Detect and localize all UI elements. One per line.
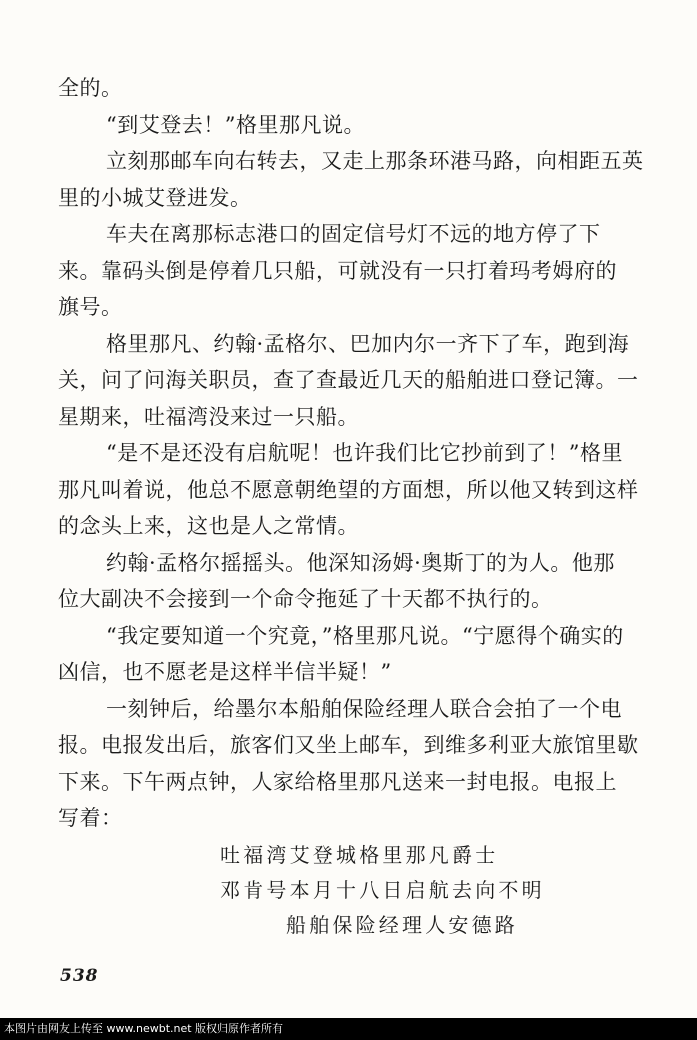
telegram-block [220,838,545,943]
text-line: 车夫在离那标志港口的固定信号灯不远的地方停了下 [106,222,601,246]
text-line: 关，问了问海关职员，查了查最近几天的船舶进口登记簿。一 [58,368,639,392]
text-line: 下来。下午两点钟，人家给格里那凡送来一封电报。电报上 [58,769,617,794]
footer-bar [0,1018,697,1040]
text-line: 凶信，也不愿老是这样半信半疑！” [58,660,392,684]
text-line: 旗号。 [58,295,123,319]
text-line: 星期来，吐福湾没来过一只船。 [58,404,359,429]
text-line: 那凡叫着说，他总不愿意朝绝望的方面想，所以他又转到这样 [58,477,639,502]
text-line: “到艾登去！”格里那凡说。 [106,112,365,137]
telegram-message: 邓肯号本月十八日启航去向不明 [220,878,545,902]
text-line: 来。靠码头倒是停着几只船，可就没有一只打着玛考姆府的 [58,258,617,283]
footer-text: 本图片由网友上传至 www.newbt.net 版权归原作者所有 [4,1022,284,1035]
telegram-address: 吐福湾艾登城格里那凡爵士 [220,843,499,867]
text-line: 的念头上来，这也是人之常情。 [58,514,359,538]
body-text [58,70,648,837]
telegram-signature: 船舶保险经理人安德路 [286,913,518,937]
page-number: 538 [60,966,99,986]
text-line: 位大副决不会接到一个命令拖延了十天都不执行的。 [58,587,553,611]
text-line: 报。电报发出后，旅客们又坐上邮车，到维多利亚大旅馆里歇 [58,733,639,757]
text-line: 立刻那邮车向右转去，又走上那条环港马路，向相距五英 [106,149,644,173]
text-line: 格里那凡、约翰·孟格尔、巴加内尔一齐下了车，跑到海 [106,331,630,356]
text-line: “我定要知道一个究竟，”格里那凡说。“宁愿得个确实的 [106,623,624,648]
text-line: 全的。 [58,76,123,100]
text-line: 里的小城艾登进发。 [58,185,252,210]
text-line: 约翰·孟格尔摇摇头。他深知汤姆·奥斯丁的为人。他那 [106,550,615,575]
text-line: 写着： [58,806,123,830]
text-line: “是不是还没有启航呢！也许我们比它抄前到了！”格里 [106,441,623,465]
text-line: 一刻钟后，给墨尔本船舶保险经理人联合会拍了一个电 [106,696,622,721]
